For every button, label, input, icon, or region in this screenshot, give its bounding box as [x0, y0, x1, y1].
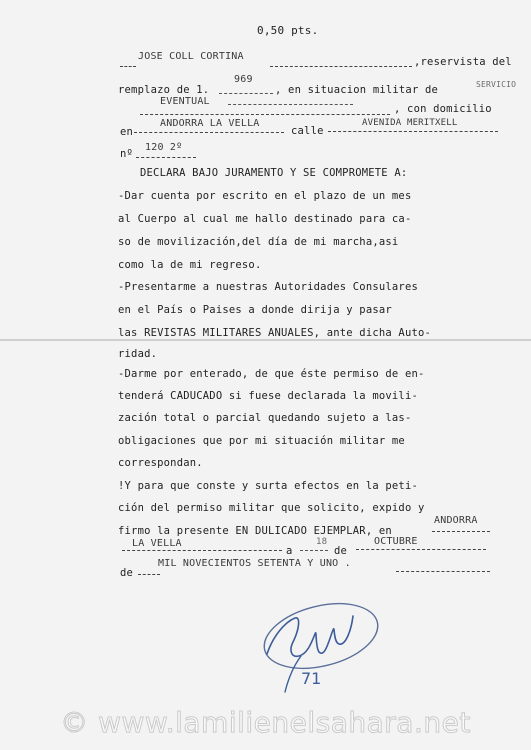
label-domicilio: , con domicilio — [394, 103, 492, 115]
body-line: DECLARA BAJO JURAMENTO Y SE COMPROMETE A: — [140, 167, 408, 179]
label-num: nº — [120, 148, 134, 160]
field-eventual: EVENTUAL — [160, 96, 210, 107]
dash-line — [140, 114, 390, 115]
field-street: AVENIDA MERITXELL — [362, 118, 458, 128]
dash-line — [328, 131, 498, 132]
watermark: © www.lamilienelsahara.net — [60, 706, 471, 739]
body-line: -Darme por enterado, de que éste permiso de en- — [118, 368, 425, 380]
body-line: tenderá CADUCADO si fuese declarada la movili- — [118, 390, 418, 402]
dash-line — [134, 132, 284, 133]
dash-line — [228, 104, 353, 105]
label-calle: calle — [291, 125, 324, 137]
label-reservista: ,reservista del — [414, 56, 512, 68]
field-place: ANDORRA — [434, 515, 478, 526]
body-line: correspondan. — [118, 457, 203, 469]
dash-line — [432, 531, 490, 532]
signature — [255, 596, 385, 696]
label-en: en — [120, 126, 134, 138]
body-line: al Cuerpo al cual me hallo destinado para ca- — [118, 213, 412, 225]
body-line: firmo la presente EN DULICADO EJEMPLAR, en — [118, 525, 392, 537]
dash-line — [122, 550, 282, 551]
label-de-2: de — [120, 567, 134, 579]
field-year: 969 — [234, 74, 253, 85]
dash-line — [300, 550, 328, 551]
body-line: en el País o Paises a donde dirija y pasar — [118, 304, 392, 316]
body-line: las REVISTAS MILITARES ANUALES, ante dicha Auto- — [118, 327, 432, 339]
label-a: a — [286, 545, 293, 557]
field-num: 120 2º — [145, 142, 183, 153]
field-name: JOSE COLL CORTINA — [138, 51, 244, 62]
fold-line — [0, 339, 531, 341]
field-city: ANDORRA LA VELLA — [160, 118, 260, 129]
body-line: como la de mi regreso. — [118, 259, 262, 271]
body-line: -Dar cuenta por escrito en el plazo de un mes — [118, 190, 412, 202]
dash-line — [270, 66, 412, 67]
body-line: obligaciones que por mi situación militar me — [118, 435, 405, 447]
body-line: !Y para que conste y surta efectos en la peti- — [118, 480, 418, 492]
dash-line — [138, 574, 160, 575]
dash-line — [120, 66, 136, 67]
label-situacion: , en situacion militar de — [275, 84, 439, 96]
body-line: -Presentarme a nuestras Autoridades Consulares — [118, 281, 418, 293]
stamp-price: 0,50 pts. — [257, 24, 319, 37]
body-line: zación total o parcial quedando sujeto a las- — [118, 412, 412, 424]
dash-line — [396, 571, 490, 572]
dash-line — [136, 157, 196, 158]
label-remplazo: remplazo de 1. — [118, 84, 210, 96]
body-line: ridad. — [118, 348, 158, 360]
field-day: 18 — [316, 537, 328, 547]
field-month: OCTUBRE — [374, 536, 418, 547]
field-place-2: LA VELLA — [132, 538, 182, 549]
dash-line — [219, 93, 273, 94]
field-servicio: SERVICIO — [476, 80, 517, 89]
body-line: so de movilización,del día de mi marcha,asi — [118, 236, 399, 248]
label-de: de — [334, 545, 348, 557]
field-year-text: MIL NOVECIENTOS SETENTA Y UNO . — [158, 558, 351, 569]
signature-mark: 71 — [301, 669, 322, 688]
body-line: ción del permiso militar que solicito, expido y — [118, 502, 425, 514]
dash-line — [356, 549, 486, 550]
